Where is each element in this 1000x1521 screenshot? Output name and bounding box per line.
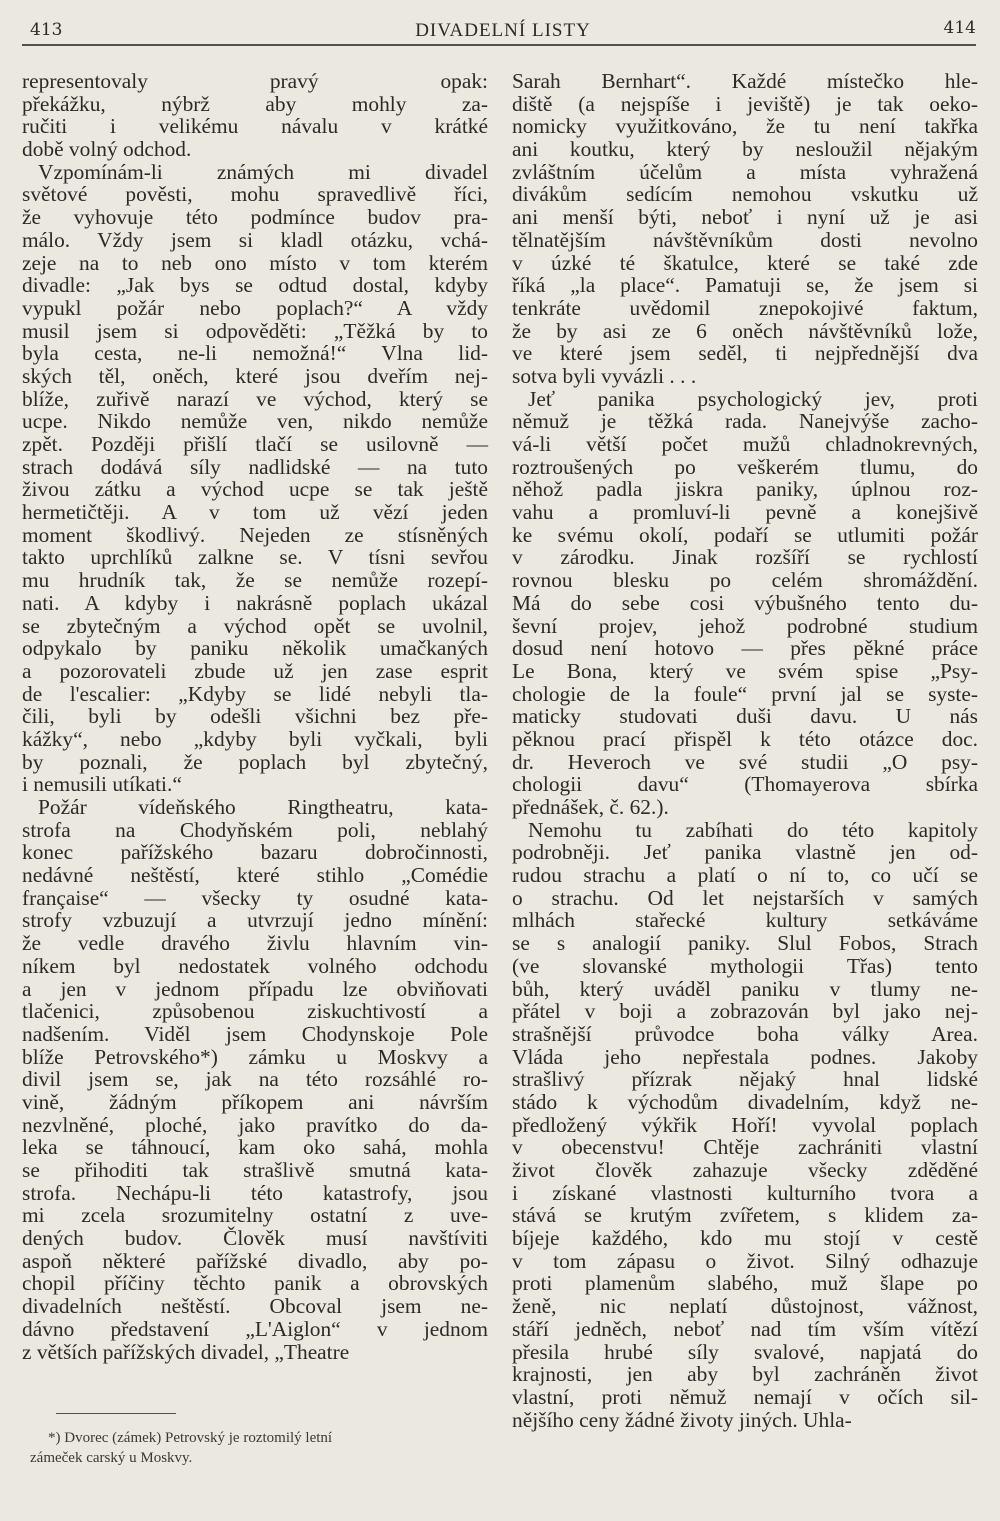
text-line: zeje na to neb ono místo v tom kterém [22, 250, 488, 275]
text-line: Nemohu tu zabíhati do této kapitoly [528, 817, 978, 842]
text-line: française“ — všecky ty osudné kata- [22, 885, 488, 910]
text-line: Vláda jeho nepřestala podnes. Jakoby [512, 1044, 978, 1069]
text-line: v úzké té škatulce, které se také zde [512, 250, 978, 275]
text-line: by poznali, že poplach byl zbytečný, [22, 749, 488, 774]
text-line: divil jsem se, jak na této rozsáhlé ro- [22, 1067, 488, 1092]
text-line: o strachu. Od let nejstarších v samých [512, 885, 978, 910]
text-line: podrobněji. Jeť panika vlastně jen od- [512, 840, 978, 865]
page-number-left: 413 [30, 20, 63, 40]
text-line: přednášek, č. 62.). [512, 795, 669, 819]
text-line: nomicky využitkováno, že tu není takřka [512, 114, 978, 139]
footnote-line: zámeček carský u Moskvy. [30, 1450, 193, 1466]
text-line: Jeť panika psychologický jev, proti [528, 386, 978, 411]
text-line: sotva byli vyvázli . . . [512, 363, 697, 388]
text-line: strofa na Chodyňském poli, neblahý [22, 817, 488, 842]
text-line: musil jsem si odpověděti: „Těžká by to [22, 318, 488, 343]
text-line: blíže Petrovského*) zámku u Moskvy a [22, 1044, 488, 1069]
text-line: ševní projev, jehož podrobné studium [512, 613, 978, 638]
footnote-rule [56, 1413, 176, 1414]
text-line: Vzpomínám-li známých mi divadel [38, 159, 488, 184]
text-line: v obecenstvu! Chtěje zachrániti vlastní [512, 1135, 978, 1160]
text-line: chopil příčiny těchto panik a obrovských [22, 1271, 488, 1296]
text-line: representovaly pravý opak: [22, 69, 488, 93]
text-line: ucpe. Nikdo nemůže ven, nikdo nemůže [22, 409, 488, 434]
text-line: de l'escalier: „Kdyby se lidé nebyli tla- [22, 681, 488, 706]
text-line: z větších pařížských divadel, „Theatre [22, 1339, 350, 1364]
running-title: DIVADELNÍ LISTY [415, 20, 591, 41]
text-line: stává se krutým zvířetem, s klidem za- [512, 1203, 978, 1228]
text-line: divadle: „Jak bys se odtud dostal, kdyby [22, 273, 488, 298]
text-line: stádo k východům divadelním, když ne- [512, 1089, 978, 1114]
text-line: době volný odchod. [22, 137, 192, 162]
text-line: takto uprchlíků zalkne se. V tísni sevřou [22, 545, 488, 570]
text-line: tělnatějším návštěvníkům dosti nevolno [512, 227, 978, 252]
text-line: diště (a nejspíše i jeviště) je tak oeko- [512, 91, 978, 116]
text-line: rovnou blesku po celém shromáždění. [512, 568, 978, 593]
text-line: přátel v boji a zobrazován byl jako nej- [512, 999, 978, 1024]
text-line: v tom zápasu o život. Silný odhazuje [512, 1248, 978, 1273]
text-line: málo. Vždy jsem si kladl otázku, vchá- [22, 227, 488, 252]
text-line: že vyhovuje této podmínce budov pra- [22, 205, 488, 230]
text-line: nezvlněné, ploché, jako pravítko do da- [22, 1112, 488, 1137]
text-line: Požár vídeňského Ringtheatru, kata- [38, 795, 488, 819]
text-line: strofa. Nechápu-li této katastrofy, jsou [22, 1180, 488, 1205]
text-line: ských těl, oněch, které jsou dveřím nej- [22, 363, 488, 388]
text-line: dr. Heveroch ve své studii „O psy- [512, 749, 978, 774]
text-line: leka se táhnoucí, kam oko sahá, mohla [22, 1135, 488, 1160]
text-line: bíjeje každého, kdo mu stojí v cestě [512, 1226, 978, 1251]
text-line: Má do sebe cosi výbušného tento du- [512, 590, 978, 615]
text-line: nati. A kdyby i nakrásně poplach ukázal [22, 590, 488, 615]
text-line: nedávné neštěstí, které stihlo „Comédie [22, 863, 488, 888]
text-line: mi zcela srozumitelny ostatní z uve- [22, 1203, 488, 1228]
text-line: přesila hrubé síly svalové, napjatá do [512, 1339, 978, 1364]
text-line: i získané vlastnosti kulturního tvora a [512, 1180, 978, 1205]
text-line: rudou strachu a platí o ní to, co učí se [512, 863, 978, 888]
text-line: že vedle dravého živlu hlavním vin- [22, 931, 488, 956]
text-line: vlastní, proti němuž nemají v očích sil- [512, 1384, 978, 1409]
text-line: (ve slovanské mythologii Třas) tento [512, 953, 978, 978]
text-line: divadelních neštěstí. Obcoval jsem ne- [22, 1294, 488, 1319]
text-line: tlačenici, způsobenou ziskuchtivostí a [22, 999, 488, 1024]
text-line: dených budov. Člověk musí navštíviti [22, 1226, 488, 1251]
text-line: mu hrudník tak, že se nemůže rozepí- [22, 568, 488, 593]
text-line: ženě, nic neplatí důstojnost, vážnost, [512, 1294, 978, 1319]
text-line: se zbytečným a východ opět se uvolnil, [22, 613, 488, 638]
page-number-right: 414 [943, 18, 976, 38]
text-line: říká „la place“. Pamatuji se, že jsem si [512, 273, 978, 298]
text-line: chologii davu“ (Thomayerova sbírka [512, 772, 978, 797]
text-line: zpět. Později přišlí tlačí se usilovně — [22, 432, 488, 456]
page-header [30, 14, 976, 44]
text-line: ani koutku, který by nesloužil nějakým [512, 137, 978, 162]
text-line: vá-li větší počet mužů chladnokrevných, [512, 432, 978, 456]
text-line: dávno představení „L'Aiglon“ v jednom [22, 1316, 488, 1341]
text-line: mlhách stařecké kultury setkáváme [512, 908, 978, 933]
text-line: stáří jedněch, neboť nad tím vším vítězí [512, 1316, 978, 1341]
footnote [30, 1428, 480, 1468]
text-line: odpykalo by paniku několik umačkaných [22, 636, 488, 661]
text-line: že by asi ze 6 oněch návštěvníků lože, [512, 318, 978, 343]
text-line: a pozorovateli zbude už jen zase esprit [22, 658, 488, 683]
text-line: bůh, který uváděl paniku v tlumy ne- [512, 976, 978, 1001]
text-line: ve které jsem seděl, ti nejpřednější dva [512, 341, 978, 366]
text-line: němuž je těžká rada. Nanejvýše zacho- [512, 409, 978, 434]
text-line: níkem byl nedostatek volného odchodu [22, 953, 488, 978]
text-line: živou zátku a východ ucpe se tak ještě [22, 477, 488, 502]
text-line: i nemusili utíkati.“ [22, 772, 182, 797]
footnote-line: *) Dvorec (zámek) Petrovský je roztomilý letní [48, 1430, 333, 1446]
text-line: předložený výkřik Hoří! vyvolal poplach [512, 1112, 978, 1137]
text-line: byla cesta, ne-li nemožná!“ Vlna lid- [22, 341, 488, 366]
text-line: vahu a promluví-li pevně a konejšivě [512, 500, 978, 525]
text-line: se s analogií paniky. Slul Fobos, Strach [512, 931, 978, 956]
text-line: a jen v jednom případu lze obviňovati [22, 976, 488, 1001]
text-line: strach dodává síly nadlidské — na tuto [22, 454, 488, 479]
text-line: něhož padla jiskra paniky, úplnou roz- [512, 477, 978, 502]
text-line: proti plamenům slabého, muž šlape po [512, 1271, 978, 1296]
text-line: roztroušených po veškerém tlumu, do [512, 454, 978, 479]
text-line: chologie de la foule“ první jal se syste- [512, 681, 978, 706]
text-line: v zárodku. Jinak rozšíří se rychlostí [512, 545, 978, 570]
text-line: nějšího ceny žádné životy jiných. Uhla- [512, 1407, 852, 1432]
text-line: Le Bona, který ve svém spise „Psy- [512, 658, 978, 683]
left-text-column [22, 70, 488, 1363]
text-line: hermetičtěji. A v tom už vězí jeden [22, 500, 488, 525]
text-line: konec pařížského bazaru dobročinnosti, [22, 840, 488, 865]
text-line: kážky“, nebo „kdyby byli vyčkali, byli [22, 726, 488, 751]
text-line: čili, byli by odešli všichni bez pře- [22, 704, 488, 729]
text-line: tenkráte uvědomil znepokojivé faktum, [512, 295, 978, 320]
text-line: pěknou prací přispěl k této otázce doc. [512, 726, 978, 751]
text-line: vypukl požár nebo poplach?“ A vždy [22, 295, 488, 320]
text-line: ke svému okolí, podaří se utlumiti požár [512, 522, 978, 547]
text-line: světové pověsti, mohu spravedlivě říci, [22, 182, 488, 207]
text-line: krajnosti, jen aby byl zachráněn život [512, 1362, 978, 1387]
text-line: se přihoditi tak strašlivě smutná kata- [22, 1158, 488, 1182]
text-line: strofy vzbuzují a utvrzují jedno mínění: [22, 908, 488, 933]
text-line: nadšením. Viděl jsem Chodynskoje Pole [22, 1021, 488, 1046]
text-line: strašlivý přízrak nějaký hnal lidské [512, 1067, 978, 1092]
text-line: strašnější průvodce boha války Area. [512, 1021, 978, 1046]
text-line: maticky studovati duši davu. U nás [512, 704, 978, 729]
text-line: Sarah Bernhart“. Každé místečko hle- [512, 69, 978, 93]
text-line: zvláštním účelům a místa vyhražená [512, 159, 978, 184]
text-line: vině, žádným příkopem ani návrším [22, 1089, 488, 1114]
text-line: blíže, zuřivě narazí ve východ, který se [22, 386, 488, 411]
text-line: ani menší býti, neboť i nyní už je asi [512, 205, 978, 230]
text-line: překážku, nýbrž aby mohly za- [22, 91, 488, 116]
header-rule [22, 44, 976, 46]
text-line: dosud není hotovo — přes pěkné práce [512, 636, 978, 661]
text-line: život člověk zahazuje všecky zděděné [512, 1158, 978, 1182]
right-text-column [512, 70, 978, 1431]
text-line: moment škodlivý. Nejeden ze stísněných [22, 522, 488, 547]
text-line: ručiti i velikému návalu v krátké [22, 114, 488, 139]
text-line: aspoň některé pařížské divadlo, aby po- [22, 1248, 488, 1273]
text-line: divákům sedícím nemohou vskutku už [512, 182, 978, 207]
